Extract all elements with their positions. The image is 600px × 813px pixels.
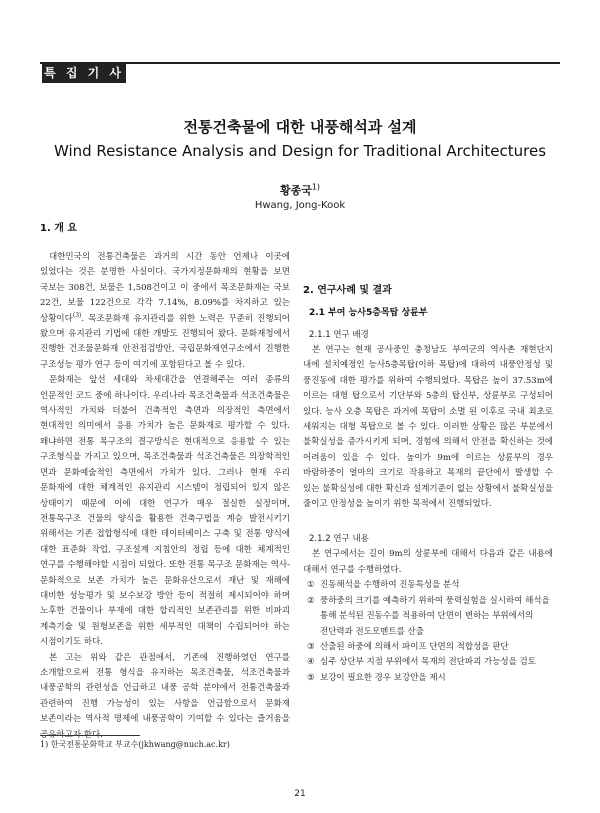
list-item: ② 풍하중의 크기를 예측하기 위하여 풍력실험을 실시하여 해석을 통해 분석된 진동수를 적용하여 단면이 변하는 부위에서의 전단력과 전도모멘트를 산출 (307, 595, 550, 637)
subsection-2-1-2-heading: 2.1.2 연구 내용 (309, 534, 369, 545)
article-title-korean: 전통건축물에 대한 내풍해석과 설계 (183, 118, 417, 136)
author-english: Hwang, Jong-Kook (254, 200, 346, 211)
left-column (40, 222, 290, 743)
author-name: 황종국 (279, 184, 312, 197)
paragraph-1 (40, 250, 290, 373)
footnote-rule (40, 735, 140, 736)
right-column (303, 222, 553, 686)
paragraph-5: 본 연구에서는 길이 9m의 상륜부에 대해서 다음과 같은 내용에 대해서 연구를 수행하였다. (303, 549, 553, 575)
subsection-2-1-heading: 2.1 부여 능사5층목탑 상륜부 (309, 308, 428, 318)
article-title-english: Wind Resistance Analysis and Design for Traditional Architectures (53, 142, 547, 160)
paragraph-4: 본 연구는 현재 공사중인 충청남도 부여군의 역사촌 재현단지 내에 설치예정인 능사5층목탑(이하 목탑)에 대하여 내풍안정성 및 풍진동에 대한 평가를 위하여 수행되었다. 목탑은 높이 37.53m에 이르는 대형 탑으로서 기단부와 5층의 탑신부, 상륜부로 구성되어 있다. 능사 오층 목탑은 과거에 목탑이 소멸 된 이후로 국내 최초로 세워지는 대형 목탑으로 볼 수 있다. 이러한 상황은 많은 부분에서 불확실성을 증가시키게 되며, 경험에 의해서 안전을 확신하는 것에 어려움이 있을 수 있다. 높이가 9m에 이르는 상륜부의 경우 바람하중이 얼마의 크기로 작용하고 목재의 끝단에서 발생할 수 있는 불확실성에 대한 확신과 설계기준이 없는 상황에서 불확실성을 줄이고 안정성을 높이기 위한 목적에서 진행되었다. (303, 345, 553, 510)
author-footnote-mark: 1) (311, 182, 321, 192)
list-item: ① 진동해석을 수행하여 진동특성을 분석 (307, 580, 460, 591)
footnote: 1) 한국전통문화학교 부교수(jkhwang@nuch.ac.kr) (40, 740, 230, 749)
list-item: ⑤ 보강이 필요한 경우 보강안을 제시 (307, 672, 446, 683)
author-korean (0, 182, 600, 198)
paragraph-2: 문화재는 앞선 세대와 차세대간을 연결해주는 여러 종류의 인문적인 코드 중에 하나이다. 우리나라 목조건축물과 석조건축물은 역사적인 가치와 더불어 건축적인 측면과 의장적인 측면에서 현대적인 의미에서 응용 가치가 높은 문화재로 평가할 수 있다. 왜냐하면 전통 목구조의 결구방식은 현대적으로 응용할 수 있는 구조형식을 가지고 있으며, 목조건축물과 석조건축물은 의장학적인 면과 문화예술적인 측면에서 가치가 있다. 그러나 현재 우리 문화재에 대한 체계적인 유지관리 시스템이 정립되어 있지 않은 상태이기 때문에 이에 대한 연구가 매우 절실한 실정이며, 전통목구조 건물의 양식을 활용한 건축구법을 계승 발전시키기 위해서는 기존 접합형식에 대한 데이터베이스 구축 및 전통 양식에 대한 표준화 작업, 구조설계 지침안의 정립 등에 대한 체계적인 연구를 수행해야할 시점이 되었다. 또한 전통 목구조 문화재는 역사-문화적으로 보존 가치가 높은 문화유산으로서 재난 및 재해에 대비한 성능평가 및 보수보강 방안 등이 적절히 제시되어야 하며 노후한 건물이나 부재에 대한 합리적인 보존관리를 위한 비파괴 계측기술 및 원형보존을 위한 세부적인 대책이 수립되어야 하는 시점이기도 하다. (40, 375, 290, 648)
reference-mark: (3) (72, 311, 82, 319)
list-item: ③ 산출된 하중에 의해서 파이프 단면의 적합성을 판단 (307, 641, 509, 652)
subsection-2-1-1-heading: 2.1.1 연구 배경 (309, 330, 369, 340)
list-item: ④ 심주 상단부 지점 부위에서 목재의 전단파괴 가능성을 검토 (307, 657, 536, 668)
paragraph-3: 본 고는 위와 같은 관점에서, 기존에 진행하였던 연구를 소개함으로써 전통 형식을 유지하는 목조건축물, 석조건축물과 내풍공학의 관련성을 언급하고 내풍 공학 분야에서 전통건축물과 관련하여 진행 가능성이 있는 사항을 언급함으로서 문화재 보존이라는 역사적 명제에 내풍공학이 기여할 수 있다는 즐거움을 (40, 652, 290, 725)
section-1-heading: 1. 개 요 (40, 223, 78, 234)
section-tag: 특 집 기 사 (42, 63, 126, 83)
research-items-list (303, 578, 553, 686)
page-number: 21 (294, 789, 306, 799)
section-2-heading: 2. 연구사례 및 결과 (303, 285, 392, 296)
paragraph-1-text-b: . 목조문화재 유지관리를 위한 노력은 꾸준히 진행되어 왔으며 유지관리 기법에 대한 개발도 진행되어 왔다. 문화재청에서 진행한 건조물문화재 안전점검방안, 국립문화재연구소에서 진행한 구조성능 평가 연구 등이 여기에 포함된다고 볼 수 있다. (40, 313, 290, 370)
paragraph-1-text-a: 대한민국의 전통건축물은 과거의 시간 동안 언제나 이곳에 있었다는 것은 분명한 사실이다. 국가지정문화재의 현황을 보면 국보는 308건, 보물은 1,508건이고 이 중에서 목조문화재는 국보 22건, 보물 122건으로 각각 7.14%, 8.09%를 차지하고 있는 상황이다 (40, 252, 290, 324)
